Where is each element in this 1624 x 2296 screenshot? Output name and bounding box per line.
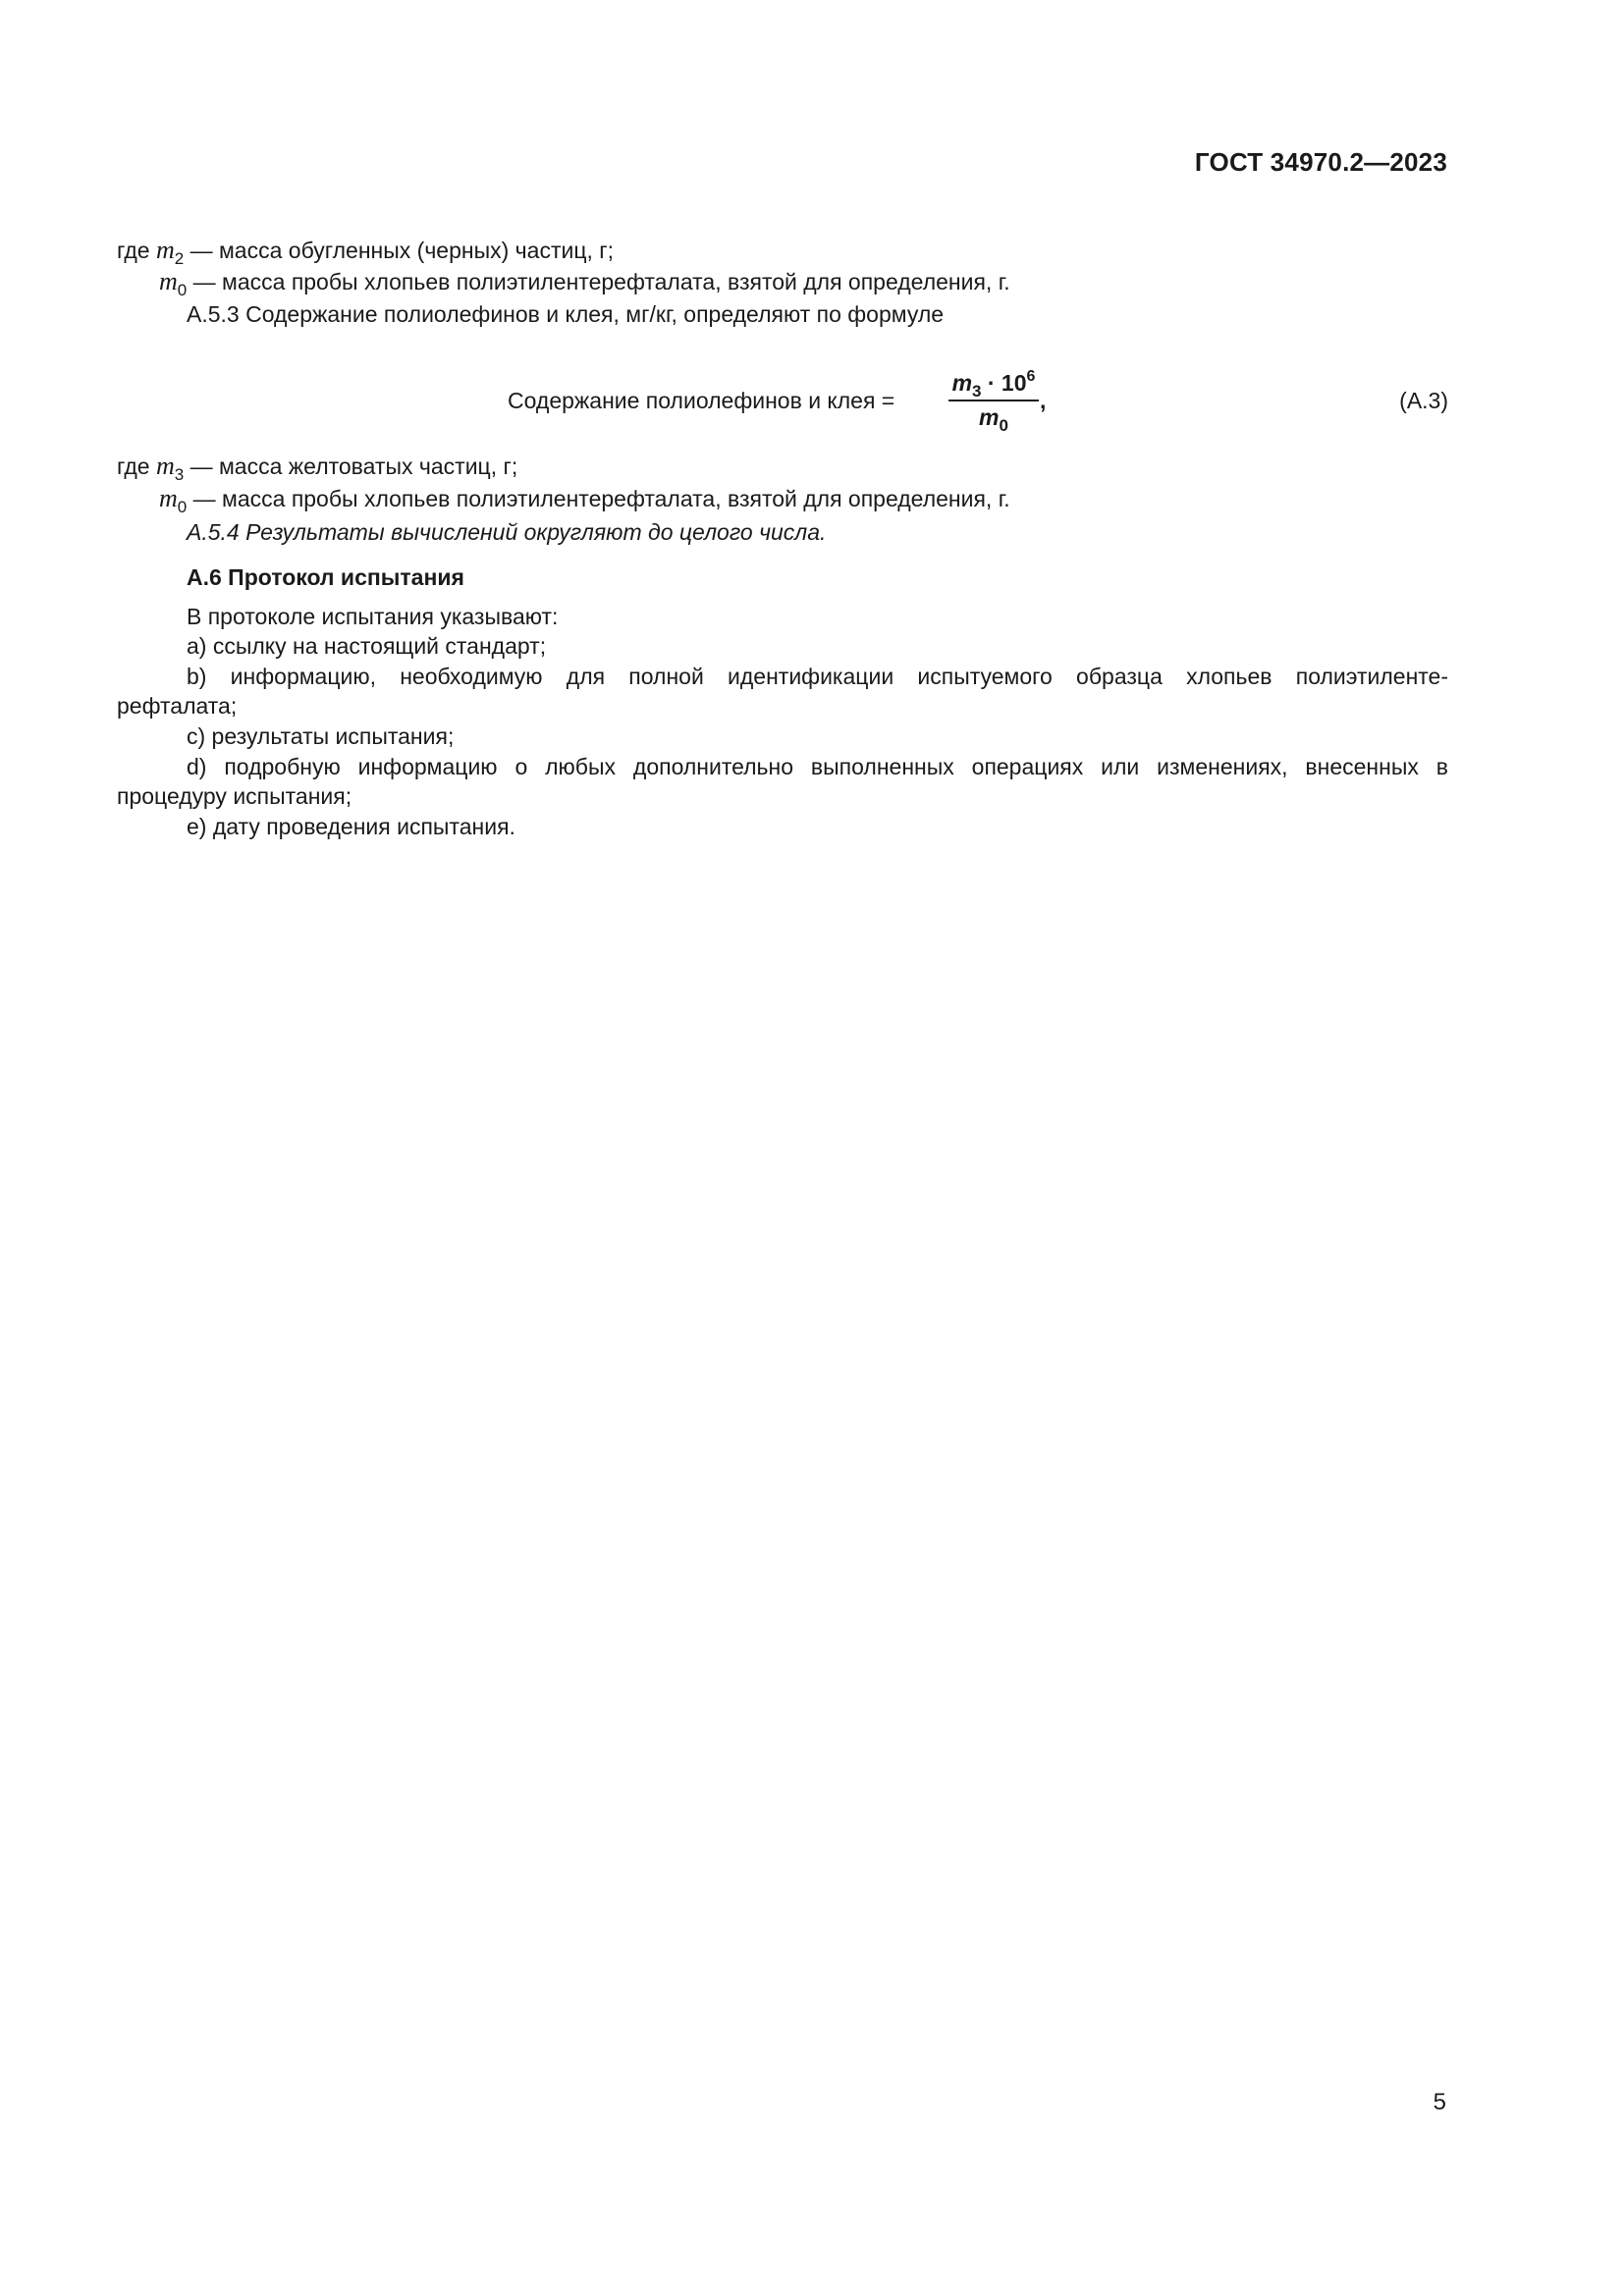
fraction-denominator bbox=[945, 403, 1043, 435]
variable-subscript: 2 bbox=[174, 249, 185, 268]
where-label: где bbox=[117, 454, 150, 479]
variable-m: m bbox=[159, 484, 178, 512]
list-item-e: е) дату проведения испытания. bbox=[187, 814, 515, 839]
definition-text: — масса пробы хлопьев полиэтилентерефталата, взятой для определения, г. bbox=[187, 486, 1010, 511]
definition-m0-second bbox=[159, 484, 1448, 516]
definition-text: — масса обугленных (черных) частиц, г; bbox=[184, 238, 615, 263]
variable-m: m bbox=[155, 236, 175, 264]
formula-number: (А.3) bbox=[1399, 388, 1448, 413]
fraction-numerator bbox=[945, 368, 1043, 398]
definition-text: — масса пробы хлопьев полиэтилентерефталата, взятой для определения, г. bbox=[187, 269, 1010, 294]
list-item-b-line-1: b) информацию, необходимую для полной идентификации испытуемого образца хлопьев полиэтиленте- bbox=[187, 664, 1448, 689]
clause-a-5-3: А.5.3 Содержание полиолефинов и клея, мг/кг, определяют по формуле bbox=[187, 301, 945, 327]
clause-a-5-4: А.5.4 Результаты вычислений округляют до целого числа. bbox=[187, 519, 827, 545]
page-number: 5 bbox=[1433, 2089, 1446, 2115]
formula-a3 bbox=[117, 368, 1448, 437]
fraction-bar bbox=[948, 400, 1039, 401]
numerator-variable: m bbox=[951, 370, 973, 396]
list-item-a: а) ссылку на настоящий стандарт; bbox=[187, 633, 547, 659]
definition-m2 bbox=[117, 236, 1448, 268]
variable-subscript: 0 bbox=[177, 281, 188, 299]
numerator-exponent: 6 bbox=[1026, 368, 1036, 385]
list-item-b-line-2: рефталата; bbox=[117, 693, 238, 719]
formula-lhs: Содержание полиолефинов и клея = bbox=[508, 388, 895, 413]
definition-m0 bbox=[159, 267, 1448, 299]
denominator-subscript: 0 bbox=[999, 416, 1008, 435]
variable-m: m bbox=[155, 452, 175, 480]
document-code-header: ГОСТ 34970.2—2023 bbox=[1194, 147, 1447, 177]
where-label: где bbox=[117, 238, 150, 263]
formula-fraction bbox=[945, 368, 1043, 435]
variable-subscript: 0 bbox=[177, 498, 188, 516]
section-heading-a-6: А.6 Протокол испытания bbox=[187, 564, 464, 590]
numerator-subscript: 3 bbox=[972, 382, 982, 400]
definition-m3 bbox=[117, 452, 1448, 484]
protocol-intro: В протоколе испытания указывают: bbox=[187, 604, 559, 629]
variable-subscript: 3 bbox=[174, 465, 185, 484]
list-item-d-line-1: d) подробную информацию о любых дополнительно выполненных операциях или изменениях, внесенных в bbox=[187, 754, 1448, 779]
variable-m: m bbox=[159, 267, 178, 295]
definition-text: — масса желтоватых частиц, г; bbox=[184, 454, 518, 479]
numerator-rest: · 10 bbox=[981, 370, 1027, 396]
denominator-variable: m bbox=[979, 404, 1000, 430]
list-item-c: c) результаты испытания; bbox=[187, 723, 455, 749]
list-item-d-line-2: процедуру испытания; bbox=[117, 783, 352, 809]
formula-comma: , bbox=[1040, 388, 1047, 413]
